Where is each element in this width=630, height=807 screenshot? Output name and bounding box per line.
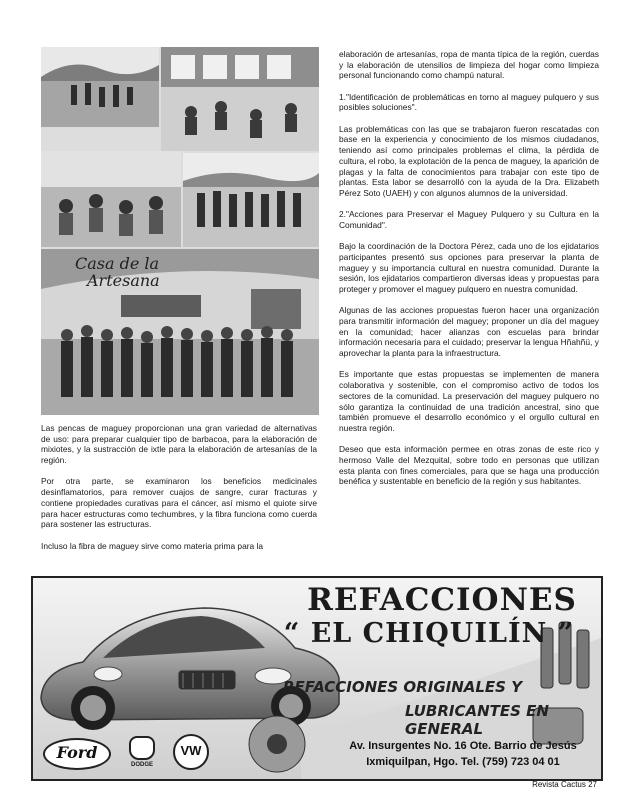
right-paragraph: 2."Acciones para Preservar el Maguey Pulquero y su Cultura en la Comunidad". <box>339 209 599 230</box>
advertisement <box>31 576 603 781</box>
photo-meeting-room <box>161 47 319 151</box>
clutch-disc-illustration <box>249 716 305 772</box>
ford-logo: Ford <box>43 738 111 770</box>
left-paragraph: Las pencas de maguey proporcionan una gran variedad de alternativas de uso: para preparar cualquier tipo de barbacoa, para la elaboración de mixiotes, y la sustracción de ixtle para la elaboración de artesanías de la región. <box>41 423 317 466</box>
ad-subtitle-line1: REFACCIONES ORIGINALES Y <box>283 678 523 696</box>
left-paragraph: Por otra parte, se examinaron los beneficios medicinales desinflamatorios, para remover cuajos de sangre, curar fracturas y contiene propiedades curativas para el cáncer, así mismo el quiote sirve para hacer estructuras como techumbres, y la fibra funciona como cuerda para sostener las estructuras. <box>41 476 317 530</box>
ad-subtitle-line2: LUBRICANTES EN GENERAL <box>405 702 549 738</box>
mural-text <box>75 255 160 289</box>
ad-title-line2: “ EL CHIQUILÍN ” <box>283 618 575 649</box>
mural-text-line1: Casa de la <box>75 254 160 273</box>
right-paragraph: elaboración de artesanías, ropa de manta típica de la región, cuerdas y la elaboración de utensilios de limpieza del hogar como limpieza personal funcionando como champú natural. <box>339 49 599 81</box>
right-paragraph: 1."Identificación de problemáticas en torno al maguey pulquero y sus posibles soluciones". <box>339 91 599 113</box>
left-paragraph: Incluso la fibra de maguey sirve como materia prima para la <box>41 540 264 551</box>
photo-casa-artesana <box>41 249 319 415</box>
right-paragraph: Las problemáticas con las que se trabajaron fueron rescatadas con base en la experiencia y conocimiento de los mismos ciudadanos, teniendo así como principales problemas el clima, la pérdida de cultura, el robo, la explotación de la penca de maguey, la aparición de plagas y la falta de conocimientos para trabajar con este tipo de plantas. Esta labor se desarrolló con la ayuda de la Dra. Elizabeth Pérez Soto (UAEH) y con algunos alumnos de la universidad. <box>339 123 599 198</box>
dodge-label: DODGE <box>130 762 153 768</box>
right-column <box>339 49 599 498</box>
dodge-logo <box>125 736 159 768</box>
mural-text-line2: Artesana <box>87 271 160 290</box>
ad-address-line2: Ixmiquilpan, Hgo. Tel. (759) 723 04 01 <box>366 756 560 768</box>
photo-group-outdoor <box>183 153 319 247</box>
photo-field-group <box>41 47 159 127</box>
vw-logo: VW <box>173 734 209 770</box>
ad-title-line1: REFACCIONES <box>307 582 577 618</box>
page-footer: Revista Cactus 27 <box>532 780 597 789</box>
ram-head-icon <box>129 736 155 760</box>
left-column <box>41 423 317 562</box>
ad-address-line1: Av. Insurgentes No. 16 Ote. Barrio de Jesús <box>349 740 577 752</box>
photo-workshop <box>41 151 181 247</box>
right-paragraph: Algunas de las acciones propuestas fueron hacer una organización para transmitir información del maguey; proponer un día del maguey en la comunidad; hacer alianzas con escuelas para brindar información necesaria para el cuidado; preservar la lengua Hñahñü, y aprovechar la planta para la infraestructura. <box>339 305 599 359</box>
photo-collage <box>41 47 319 415</box>
right-paragraph: Es importante que estas propuestas se implementen de manera colaborativa y sostenible, con el compromiso activo de todos los sectores de la comunidad. La preservación del maguey pulquero no sólo garantiza la continuidad de una tradición ancestral, sino que también promueve el desarrollo económico y el orgullo cultural en nuestra región. <box>339 369 599 433</box>
right-paragraph: Deseo que esta información permee en otras zonas de este rico y hermoso Valle del Mezquital, sobre todo en personas que utilizan esta planta con fines comerciales, para que se haga una producción benéfica y sustentable en beneficio de la región y sus habitantes. <box>339 444 599 487</box>
right-paragraph: Bajo la coordinación de la Doctora Pérez, cada uno de los ejidatarios participantes presentó sus opciones para preservar la planta de maguey y su importancia cultural en nuestra comunidad. Durante la sesión, los ejidatarios compartieron diversas ideas y propuestas para proteger y promover el maguey pulquero en nuestra comunidad. <box>339 241 599 295</box>
